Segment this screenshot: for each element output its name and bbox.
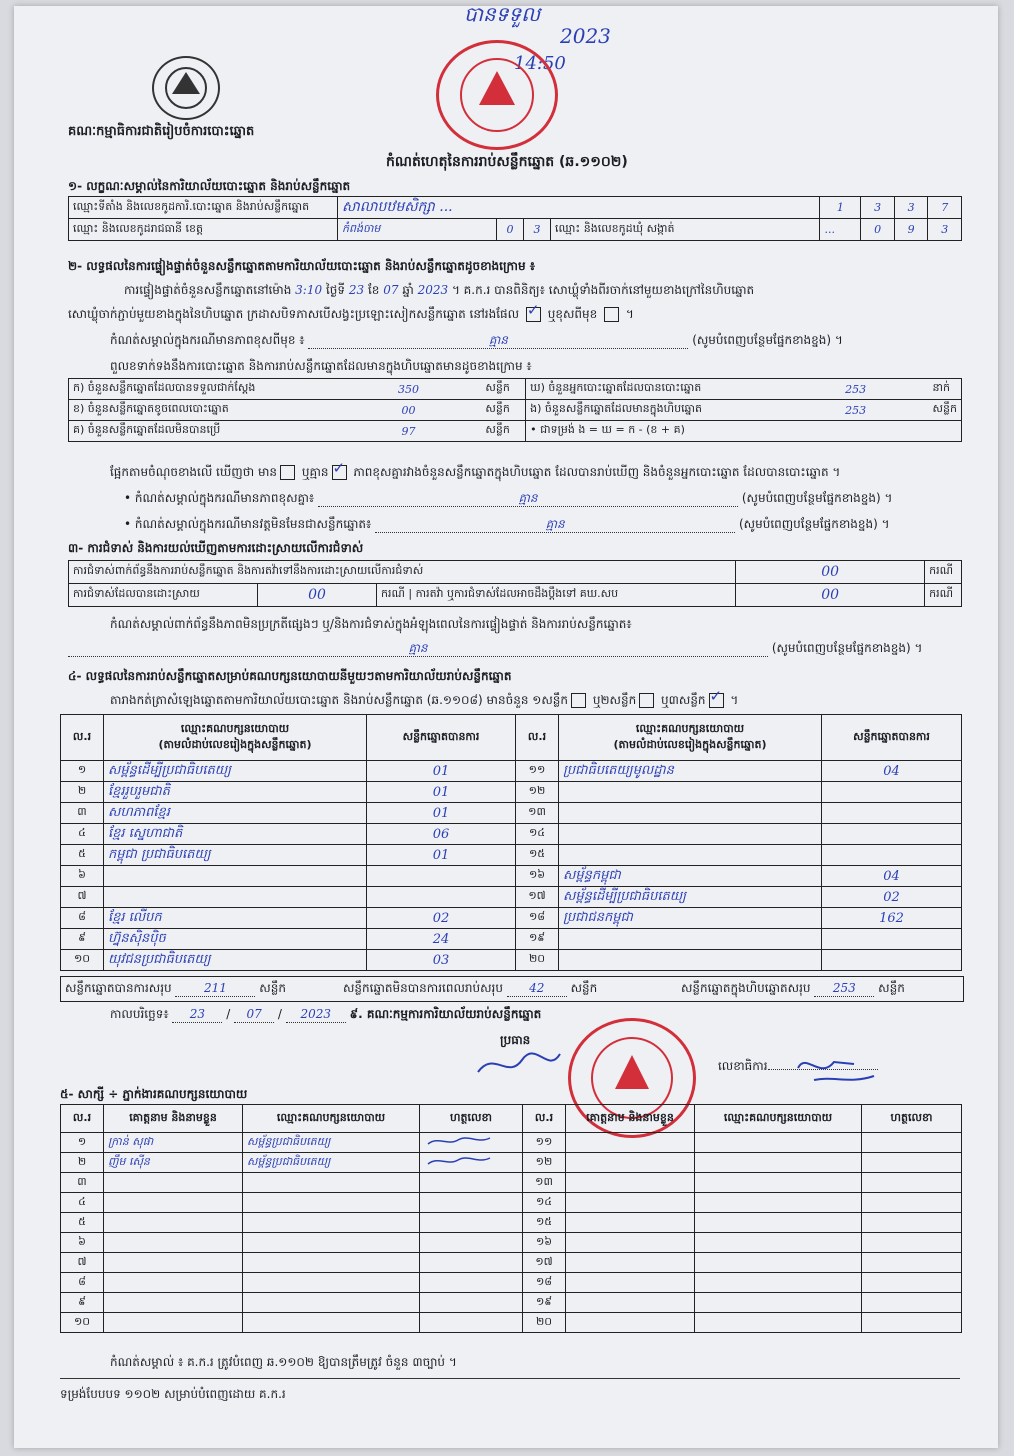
witness-name [566,1253,695,1273]
party-results-table: ល.រ ឈ្មោះគណបក្សនយោបាយ (តាមលំដាប់លេខរៀងក្នុងសន្លឹកឆ្នោត) សន្លឹកឆ្នោតបានការ ល.រ ឈ្មោះគណបក្សនយោបាយ (តាមលំដាប់លេខរៀងក្នុងសន្លឹកឆ្នោត) សន្លឹកឆ្នោតបានការ ១ សម្ព័ន្ធដើម្បីប្រជាធិបតេយ្យ 01 ១១ ប្រជាធិបតេយ្យមូលដ្ឋាន 04 ២ ខ្មែររួបរួមជាតិ 01 ១២ ៣ សហភាពខ្មែរ 01 ១៣ ៤ ខ្មែរ ស្នេហាជាតិ 06 ១៤ ៥ កម្ពុជា ប្រជាធិបតេយ្យ 01 ១៥ ៦ ១៦ សម្ព័ន្ធកម្ពុជា 04 ៧ ១៧ សម្ព័ន្ធដើម្បីប្រជាធិបតេយ្យ 02 ៨ ខ្មែរ លើបក 02 ១៨ ប្រជាជនកម្ពុជា 162 ៩ ហ្វ៊ុនស៊ិនប៉ិច 24 ១៩ ១០ យុវជនប្រជាធិបតេយ្យ 03 ២០ [60,714,962,971]
party-name: ខ្មែររួបរួមជាតិ [104,782,367,803]
row-number: ១៤ [516,824,559,845]
party-votes: 02 [367,908,516,929]
witness-name [104,1253,243,1273]
party-name [559,803,822,824]
row-number: ៧ [61,887,104,908]
tally-sheet-line: តារាងកត់ត្រាសំឡេងឆ្នោតតាមការិយាល័យបោះឆ្នោត និងរាប់សន្លឹកឆ្នោត (ឆ.១១០៨) មានចំនួន ១សន្លឹក ឬ២សន្លឹក ឬ៣សន្លឹក✓ ។ [110,692,738,708]
location-code-4: 7 [928,197,962,219]
footer-note: កំណត់សម្គាល់ ៖ គ.ក.រ ត្រូវបំពេញ ឆ.១១០២ ឱ្យបានត្រឹមត្រូវ ចំនួន ៣ច្បាប់ ។ [110,1355,457,1369]
row-number: ១០ [61,1313,104,1333]
footer-divider [60,1378,960,1379]
witness-signature [862,1133,962,1153]
table-row [61,1273,962,1293]
row-number: ១៨ [523,1273,566,1293]
party-votes [367,887,516,908]
witness-signature [862,1213,962,1233]
row-number: ១៩ [516,929,559,950]
party-votes: 162 [822,908,962,929]
footer-form-id: ទម្រង់បែបបទ ១១០២ សម្រាប់បំពេញដោយ គ.ក.រ [60,1387,286,1401]
form-title: កំណត់ហេតុនៃការរាប់សន្លឹកឆ្នោត (ឆ.១១០២) [386,154,628,170]
table-row [61,1173,962,1193]
witness-name [104,1213,243,1233]
witness-party [695,1153,862,1173]
witness-name: ក្រាន់ សុផា [104,1133,243,1153]
witness-party [243,1173,420,1193]
table-row [61,803,962,824]
received-note: បានទទួល [464,2,541,26]
row-number: ៩ [61,929,104,950]
party-name [559,950,822,971]
location-code-3: 3 [894,197,928,219]
row-number: ១ [61,1133,104,1153]
table-row [61,1313,962,1333]
party-votes: 04 [822,866,962,887]
received-year: 2023 [560,24,611,48]
witness-signature [862,1253,962,1273]
row-number: ១៣ [516,803,559,824]
lock-line: សោឃ្លុំចាក់ភ្ជាប់មួយខាងក្នុងនៃហិបឆ្នោត ក្រដាសបិទភាសបើសង្វះប្រឡោះសៀកសន្លឹកឆ្នោត នៅរងផែល ✓ ឬខុសពីមុខ ។ [68,306,634,322]
row-number: ១ [61,761,104,782]
party-votes [822,950,962,971]
row-number: ២ [61,1153,104,1173]
witness-name [566,1313,695,1333]
party-votes: 03 [367,950,516,971]
row-number: ១៥ [516,845,559,866]
party-votes [822,929,962,950]
row-number: ៨ [61,1273,104,1293]
party-name [559,782,822,803]
witness-party [695,1133,862,1153]
party-name: កម្ពុជា ប្រជាធិបតេយ្យ [104,845,367,866]
witness-name [104,1313,243,1333]
province-code-1: 0 [497,219,524,241]
table-row [61,1213,962,1233]
table-row [61,908,962,929]
witness-name [566,1133,695,1153]
party-name: សម្ព័ន្ធដើម្បីប្រជាធិបតេយ្យ [559,887,822,908]
row-number: ២ [61,782,104,803]
formula: • ជាទម្រង់ ង = ឃ = ក - (ខ + គ) [526,421,962,442]
row-number: ១១ [523,1133,566,1153]
witness-party [243,1213,420,1233]
section5-heading: ៥- សាក្សី ÷ ភ្នាក់ងារគណបក្សនយោបាយ [60,1087,248,1101]
table-row [61,845,962,866]
row-number: ១៨ [516,908,559,929]
row-number: ១៦ [516,866,559,887]
party-name: ហ្វ៊ុនស៊ិនប៉ិច [104,929,367,950]
row-number: ១១ [516,761,559,782]
table-row [61,761,962,782]
verify-time: 3:10 [295,283,323,297]
received-label: ក) ចំនួនសន្លឹកឆ្នោតដែលបានទទួលជាក់ស្តែង [69,379,336,400]
row-number: ១០ [61,950,104,971]
party-votes [822,782,962,803]
resolved-label: ការជំទាស់ដែលបានដោះស្រាយ [69,584,258,607]
table-row [61,1133,962,1153]
total-valid-value: 211 [175,980,255,997]
party-votes: 01 [367,803,516,824]
section1-heading: ១- លក្ខណៈសម្គាល់នៃការិយាល័យបោះឆ្នោត និងរាប់សន្លឹកឆ្នោត [68,179,351,193]
row-number: ២០ [523,1313,566,1333]
nec-emblem-icon [152,56,220,120]
witness-name [104,1273,243,1293]
witness-signature [862,1193,962,1213]
two-sheets-checkbox[interactable] [639,693,654,708]
witness-signature [420,1153,523,1173]
contents-intro: ពួលខទាក់ទងនឹងការបោះឆ្នោត និងការរាប់សន្លឹកឆ្នោតដែលមានក្នុងហិបឆ្នោតមានដូចខាងក្រោម ៖ [110,359,532,373]
complaints-label: ការជំទាស់ពាក់ព័ន្ធនឹងការរាប់សន្លឹកឆ្នោត និងការតវ៉ាទៅនឹងការដោះស្រាយលើការជំទាស់ [69,561,736,584]
unused-value: 97 [336,421,482,442]
witness-party [695,1213,862,1233]
party-name [559,824,822,845]
secretary-line: លេខាធិការ [718,1058,878,1074]
row-number: ១៧ [523,1253,566,1273]
object-remark-value: គ្មាន [375,516,735,533]
commune-value: ... [820,219,861,241]
unused-label: គ) ចំនួនសន្លឹកឆ្នោតដែលមិនបានប្រើ [69,421,336,442]
table-row [61,1193,962,1213]
totals-row: សន្លឹកឆ្នោតបានការសរុប 211 សន្លឹក សន្លឹកឆ្នោតមិនបានការពេលរាប់សរុប 42 សន្លឹក សន្លឹកឆ្នោតក្នុងហិបឆ្នោតសរុប 253 សន្លឹក [60,976,964,1002]
witness-signature [862,1293,962,1313]
party-name: ប្រជាធិបតេយ្យមូលដ្ឋាន [559,761,822,782]
in-box-label: ង) ចំនួនសន្លឹកឆ្នោតដែលមានក្នុងហិបឆ្នោត [526,400,783,421]
party-votes [367,866,516,887]
row-number: ១៩ [523,1293,566,1313]
org-name: គណៈកម្មាធិការជាតិរៀបចំការបោះឆ្នោត [68,124,255,139]
party-votes: 01 [367,845,516,866]
resolved-value: 00 [258,584,377,607]
witness-party [243,1193,420,1213]
diff-remark-value: គ្មាន [318,490,738,507]
witness-name [566,1173,695,1193]
witness-signature [420,1193,523,1213]
party-name [104,866,367,887]
row-number: ១៤ [523,1193,566,1213]
no-difference-checkbox[interactable] [332,465,347,480]
commune-code-3: 3 [928,219,962,241]
province-label: ឈ្មោះ និងលេខកូដរាជធានី ខេត្ត [69,219,338,241]
row-number: ១២ [516,782,559,803]
party-name: សហភាពខ្មែរ [104,803,367,824]
date-month: 07 [234,1006,274,1023]
verification-line: ការផ្ទៀងផ្ទាត់ចំនួនសន្លឹកឆ្នោតនៅម៉ោង 3:10 ថ្ងៃទី 23 ខែ 07 ឆ្នាំ 2023 ។ គ.ក.រ បានពិនិត្យ៖ សោឃ្លុំទាំងពីរចាក់នៅមួយខាងក្រៅនៃហិបឆ្នោត [124,283,755,297]
witness-party [695,1193,862,1213]
counts-table: ក) ចំនួនសន្លឹកឆ្នោតដែលបានទទួលជាក់ស្តែង 350 សន្លឹក ឃ) ចំនួនអ្នកបោះឆ្នោតដែលបានបោះឆ្នោត 253 នាក់ ខ) ចំនួនសន្លឹកឆ្នោតខូចពេលបោះឆ្នោត 00 សន្លឹក ង) ចំនួនសន្លឹកឆ្នោតដែលមានក្នុងហិបឆ្នោត 253 សន្លឹក គ) ចំនួនសន្លឹកឆ្នោតដែលមិនបានប្រើ 97 សន្លឹក • ជាទម្រង់ ង = ឃ = ក - (ខ + គ) [68,378,962,442]
witness-signature [862,1313,962,1333]
party-votes [822,845,962,866]
province-value: កំពង់ចាម [338,219,497,241]
row-number: ១៦ [523,1233,566,1253]
location-code-2: 3 [861,197,895,219]
witness-name: ញឹម ស៊ើន [104,1153,243,1173]
commune-code-1: 0 [861,219,895,241]
date-line: កាលបរិច្ឆេទ៖ 23 / 07 / 2023 ៩. គណៈកម្មការការិយាល័យរាប់សន្លឹកឆ្នោត [110,1007,542,1021]
witness-name [104,1233,243,1253]
party-name [559,845,822,866]
witness-party [695,1173,862,1193]
verify-year: 2023 [417,283,449,297]
form-paper [14,2,998,1448]
table-row [61,1153,962,1173]
section2-heading: ២- លទ្ធផលនៃការផ្ទៀងផ្ទាត់ចំនួនសន្លឹកឆ្នោតតាមការិយាល័យបោះឆ្នោត និងរាប់សន្លឹកឆ្នោតដូចខាងក្រោម ៖ [68,259,536,273]
table-row [61,1293,962,1313]
committee-label: ៩. គណៈកម្មការការិយាល័យរាប់សន្លឹកឆ្នោត [349,1007,542,1021]
party-votes: 06 [367,824,516,845]
party-name: ប្រជាជនកម្ពុជា [559,908,822,929]
witness-party [695,1253,862,1273]
spoiled-label: ខ) ចំនួនសន្លឹកឆ្នោតខូចពេលបោះឆ្នោត [69,400,336,421]
remark-value: គ្មាន [308,332,688,349]
verify-month: 07 [383,283,399,297]
row-number: ១២ [523,1153,566,1173]
has-difference-checkbox[interactable] [280,465,295,480]
witness-signature [420,1213,523,1233]
remark-line: កំណត់សម្គាល់ក្នុងករណីមានភាពខុសពីមុខ ៖ គ្មាន (សូមបំពេញបន្ថែមផ្នែកខាងខ្នង) ។ [110,333,843,347]
table-row [61,1233,962,1253]
appeal-label: ការតវ៉ា ឬការជំទាស់ដែលអាចដឹងប្តឹងទៅ គឃ.សប [415,587,619,600]
witness-party [243,1253,420,1273]
party-name [559,929,822,950]
party-votes: 24 [367,929,516,950]
table-row [61,824,962,845]
witness-signature [420,1173,523,1193]
party-name: ខ្មែរ ស្នេហាជាតិ [104,824,367,845]
witness-signature [862,1233,962,1253]
witness-signature [420,1293,523,1313]
three-sheets-checkbox[interactable] [709,693,724,708]
party-votes [822,803,962,824]
party-name: យុវជនប្រជាធិបតេយ្យ [104,950,367,971]
witness-signature [862,1173,962,1193]
witness-name [566,1193,695,1213]
different-checkbox[interactable] [604,307,619,322]
row-number: ៥ [61,1213,104,1233]
witness-name [566,1213,695,1233]
voters-value: 253 [783,379,929,400]
witness-signature [862,1153,962,1173]
row-number: ៥ [61,845,104,866]
in-box-value: 253 [783,400,929,421]
received-value: 350 [336,379,482,400]
witness-party [695,1293,862,1313]
received-time: 14:50 [514,53,566,74]
witness-name [104,1193,243,1213]
section4-heading: ៤- លទ្ធផលនៃការរាប់សន្លឹកឆ្នោតសម្រាប់គណបក្សនយោបាយនីមួយៗតាមការិយាល័យរាប់សន្លឹកឆ្នោត [68,669,512,683]
party-votes: 04 [822,761,962,782]
section1-table [68,196,962,241]
party-votes: 01 [367,782,516,803]
witness-name [566,1273,695,1293]
table-row [61,1253,962,1273]
row-number: ១៥ [523,1213,566,1233]
witness-signature [420,1253,523,1273]
row-number: ៦ [61,866,104,887]
row-number: ២០ [516,950,559,971]
party-votes [822,824,962,845]
witness-name [566,1153,695,1173]
witness-party [243,1273,420,1293]
verify-day: 23 [348,283,365,297]
witness-party [695,1273,862,1293]
witness-party [695,1233,862,1253]
witness-table: ល.រ គោត្តនាម និងនាមខ្លួន ឈ្មោះគណបក្សនយោបាយ ហត្ថលេខា ល.រ គោត្តនាម និងនាមខ្លួន ឈ្មោះគណបក្សនយោបាយ ហត្ថលេខា ១ ក្រាន់ សុផា សម្ព័ន្ធប្រជាធិបតេយ្យ ១១ ២ ញឹម ស៊ើន សម្ព័ន្ធប្រជាធិបតេយ្យ ១២ ៣ ១៣ ៤ ១៤ ៥ ១៥ ៦ ១៦ ៧ ១៧ ៨ ១៨ ៩ ១៩ ១០ ២០ [60,1104,962,1333]
difference-line: ផ្អែកតាមចំណុចខាងលើ ឃើញថា មាន ឬគ្មាន✓ ភាពខុសគ្នារវាងចំនួនសន្លឹកឆ្នោតក្នុងហិបឆ្នោត ដែលបានរាប់ឃើញ និងចំនួនអ្នកបោះឆ្នោត ដែលបានបោះឆ្នោត ។ [110,464,840,480]
witness-signature [420,1133,523,1153]
witness-name [104,1173,243,1193]
complaints-value: 00 [736,561,925,584]
witness-party: សម្ព័ន្ធប្រជាធិបតេយ្យ [243,1153,420,1173]
party-name: ខ្មែរ លើបក [104,908,367,929]
chair-label: ប្រធាន [500,1033,531,1047]
table-row [61,866,962,887]
witness-signature [420,1233,523,1253]
witness-signature [420,1313,523,1333]
party-votes: 02 [822,887,962,908]
appeal-value: 00 [736,584,925,607]
same-checkbox[interactable] [526,307,541,322]
row-number: ៣ [61,1173,104,1193]
witness-party [695,1313,862,1333]
witness-party: សម្ព័ន្ធប្រជាធិបតេយ្យ [243,1133,420,1153]
witness-name [566,1233,695,1253]
date-year: 2023 [286,1006,346,1023]
commune-code-2: 9 [894,219,928,241]
witness-name [104,1293,243,1313]
total-box-value: 253 [814,980,874,997]
location-value: សាលាបឋមសិក្សា ... [338,197,820,219]
official-stamp-icon [436,40,558,150]
witness-party [243,1233,420,1253]
party-name: សម្ព័ន្ធដើម្បីប្រជាធិបតេយ្យ [104,761,367,782]
table-row [61,929,962,950]
row-number: ៤ [61,1193,104,1213]
row-number: ៤ [61,824,104,845]
witness-name [566,1293,695,1313]
row-number: ៨ [61,908,104,929]
location-code-1: 1 [820,197,861,219]
section3-heading: ៣- ការជំទាស់ និងការយល់ឃើញតាមការដោះស្រាយលើការជំទាស់ [68,541,364,555]
row-number: ៦ [61,1233,104,1253]
party-name [104,887,367,908]
commune-label: ឈ្មោះ និងលេខកូដឃុំ សង្កាត់ [551,219,820,241]
row-number: ១៣ [523,1173,566,1193]
row-number: ៧ [61,1253,104,1273]
table-row [61,782,962,803]
spoiled-value: 00 [336,400,482,421]
row-number: ១៧ [516,887,559,908]
witness-signature [420,1273,523,1293]
irregularity-value: គ្មាន [68,640,768,657]
complaints-table: ការជំទាស់ពាក់ព័ន្ធនឹងការរាប់សន្លឹកឆ្នោត និងការតវ៉ាទៅនឹងការដោះស្រាយលើការជំទាស់ 00 ករណី ការជំទាស់ដែលបានដោះស្រាយ 00 ករណី | ការតវ៉ា ឬការជំទាស់ដែលអាចដឹងប្តឹងទៅ គឃ.សប 00 ករណី [68,560,962,607]
diff-remark-line: • កំណត់សម្គាល់ក្នុងករណីមានភាពខុសគ្នា៖ គ្មាន (សូមបំពេញបន្ថែមផ្នែកខាងខ្នង) ។ [124,491,893,505]
row-number: ៣ [61,803,104,824]
witness-party [243,1313,420,1333]
irregularity-note: កំណត់សម្គាល់ពាក់ព័ន្ធនឹងភាពមិនប្រក្រតីផ្សេងៗ ឬ/និងការជំទាស់ក្នុងអំឡុងពេលនៃការផ្ទៀងផ្ទាត់ និងការរាប់សន្លឹកឆ្នោត៖ [110,617,632,631]
province-code-2: 3 [524,219,551,241]
object-remark-line: • កំណត់សម្គាល់ក្នុងករណីមានវត្តមិនមែនជាសន្លឹកឆ្នោត៖ គ្មាន (សូមបំពេញបន្ថែមផ្នែកខាងខ្នង) ។ [124,517,890,531]
secretary-signature-icon [794,1046,884,1086]
party-votes: 01 [367,761,516,782]
one-sheet-checkbox[interactable] [571,693,586,708]
table-row [61,950,962,971]
party-name: សម្ព័ន្ធកម្ពុជា [559,866,822,887]
location-label: ឈ្មោះទីតាំង និងលេខកូដការិ.បោះឆ្នោត និងរាប់សន្លឹកឆ្នោត [69,197,338,219]
witness-signature [862,1273,962,1293]
table-row [61,887,962,908]
irregularity-line: គ្មាន (សូមបំពេញបន្ថែមផ្នែកខាងខ្នង) ។ [68,640,922,657]
chair-signature-icon [474,1046,564,1082]
date-day: 23 [172,1006,222,1023]
row-number: ៩ [61,1293,104,1313]
voters-label: ឃ) ចំនួនអ្នកបោះឆ្នោតដែលបានបោះឆ្នោត [526,379,783,400]
witness-party [243,1293,420,1313]
total-invalid-value: 42 [507,980,567,997]
